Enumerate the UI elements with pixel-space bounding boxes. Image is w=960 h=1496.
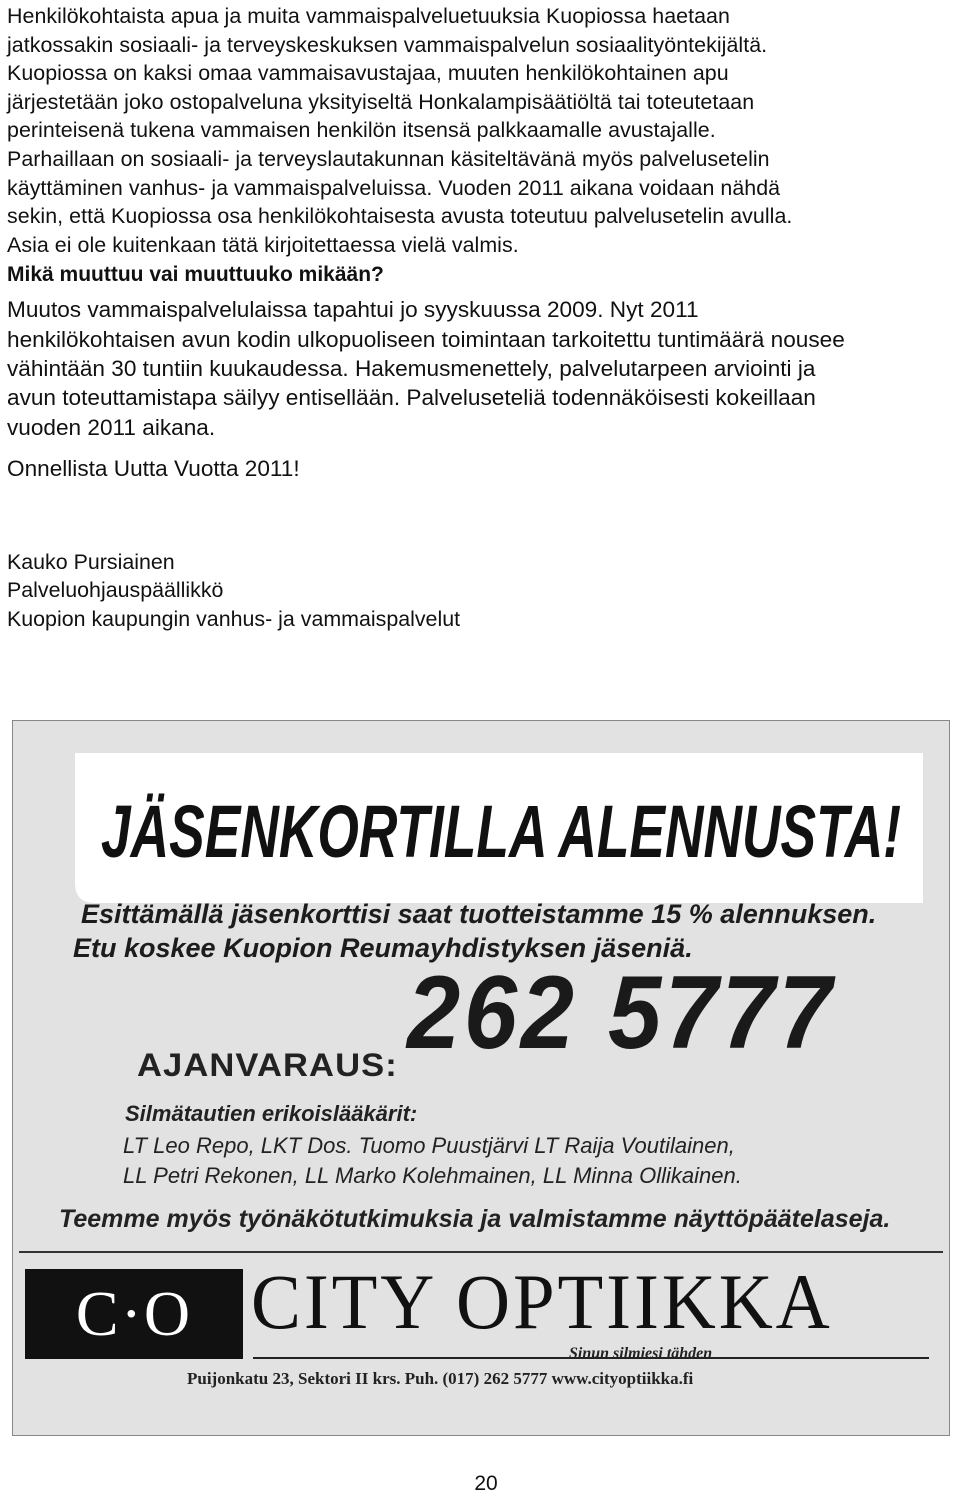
- company-address: Puijonkatu 23, Sektori II krs. Puh. (017) 262 5777 www.cityoptiikka.fi: [187, 1369, 694, 1388]
- article-body: [7, 2, 953, 483]
- company-slogan: Sinun silmiesi tähden: [569, 1345, 713, 1362]
- author-title: Palveluohjauspäällikkö: [7, 578, 224, 603]
- city-optiikka-advertisement: [12, 720, 950, 1436]
- doctors-list: LL Petri Rekonen, LL Marko Kolehmainen, LL Minna Ollikainen.: [123, 1163, 742, 1188]
- text-line: jatkossakin sosiaali- ja terveyskeskuksen vammaispalvelun sosiaalityöntekijältä.: [7, 32, 768, 57]
- text-line: Parhaillaan on sosiaali- ja terveyslautakunnan käsiteltävänä myös palvelusetelin: [7, 146, 770, 171]
- booking-label: AJANVARAUS:: [137, 1047, 398, 1083]
- section-heading: Mikä muuttuu vai muuttuuko mikään?: [7, 263, 384, 287]
- membership-text: Etu koskee Kuopion Reumayhdistyksen jäseniä.: [73, 933, 693, 963]
- booking-phone: 262 5777: [407, 955, 836, 1071]
- text-line: Muutos vammaispalvelulaissa tapahtui jo syyskuussa 2009. Nyt 2011: [7, 297, 699, 323]
- signature-block: [7, 548, 460, 633]
- company-logo: C·O: [75, 1278, 193, 1349]
- text-line: avun toteuttamistapa säilyy entisellään. Palveluseteliä todennäköisesti kokeillaan: [7, 385, 816, 411]
- discount-text: Esittämällä jäsenkorttisi saat tuotteistamme 15 % alennuksen.: [81, 899, 877, 929]
- company-name: CITY OPTIIKKA: [251, 1258, 833, 1345]
- text-line: sekin, että Kuopiossa osa henkilökohtaisesta avusta toteutuu palvelusetelin avulla.: [7, 204, 793, 229]
- ad-headline: JÄSENKORTILLA ALENNUSTA!: [101, 790, 901, 873]
- text-line: Henkilökohtaista apua ja muita vammaispalveluetuuksia Kuopiossa haetaan: [7, 4, 730, 28]
- text-line: Kuopiossa on kaksi omaa vammaisavustajaa, muuten henkilökohtainen apu: [7, 61, 729, 86]
- text-line: järjestetään joko ostopalveluna yksityiseltä Honkalampisäätiöltä tai toteutetaan: [7, 89, 755, 114]
- paragraph-1: [7, 2, 953, 259]
- text-line: vähintään 30 tuntiin kuukaudessa. Hakemusmenettely, palvelutarpeen arviointi ja: [7, 355, 816, 381]
- headline-banner: [75, 753, 923, 903]
- paragraph-2: [7, 295, 953, 441]
- text-line: vuoden 2011 aikana.: [7, 414, 216, 440]
- divider: [19, 1251, 943, 1253]
- text-line: käyttäminen vanhus- ja vammaispalveluissa. Vuoden 2011 aikana voidaan nähdä: [7, 175, 781, 200]
- services-text: Teemme myös työnäkötutkimuksia ja valmistamme näyttöpäätelaseja.: [59, 1205, 891, 1233]
- specialists-heading: Silmätautien erikoislääkärit:: [125, 1101, 418, 1126]
- text-line: henkilökohtaisen avun kodin ulkopuoliseen toimintaan tarkoitettu tuntimäärä nousee: [7, 326, 845, 352]
- text-line: perinteisenä tukena vammaisen henkilön itsensä palkkaamalle avustajalle.: [7, 118, 716, 143]
- greeting: Onnellista Uutta Vuotta 2011!: [7, 455, 300, 481]
- doctors-list: LT Leo Repo, LKT Dos. Tuomo Puustjärvi LT Raija Voutilainen,: [123, 1133, 735, 1158]
- author-name: Kauko Pursiainen: [7, 550, 175, 574]
- author-organization: Kuopion kaupungin vanhus- ja vammaispalvelut: [7, 606, 461, 631]
- text-line: Asia ei ole kuitenkaan tätä kirjoitettaessa vielä valmis.: [7, 232, 519, 257]
- page-number: 20: [474, 1472, 498, 1495]
